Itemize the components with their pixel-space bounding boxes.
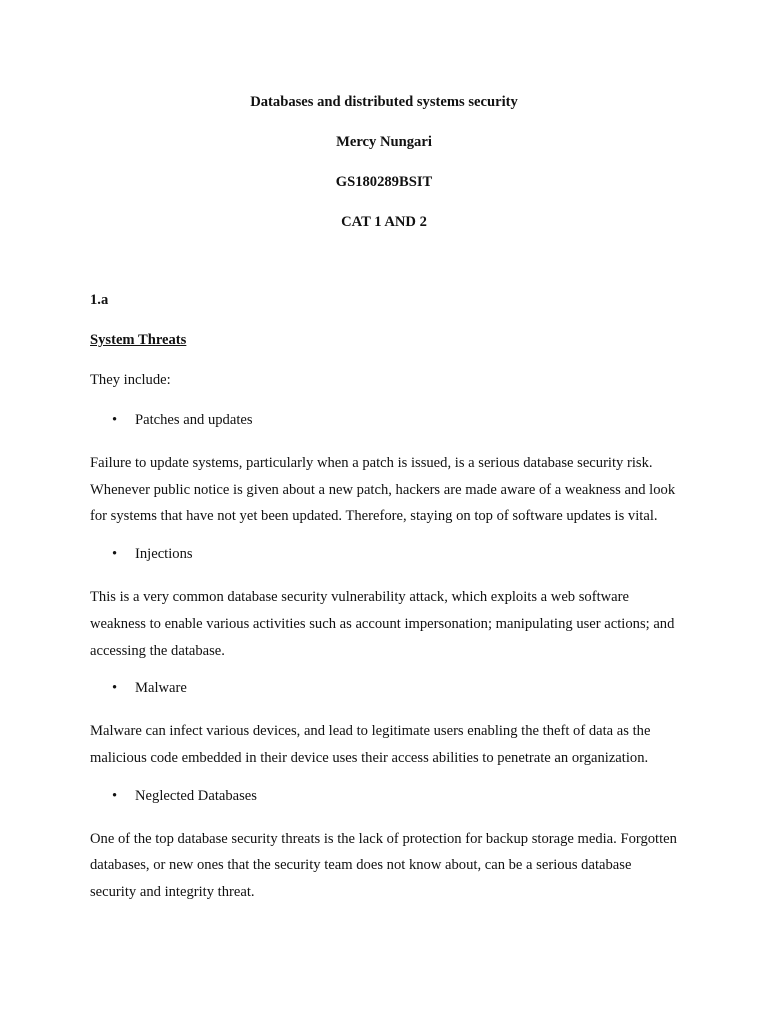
bullet-item-malware [90, 678, 680, 698]
title-block [0, 92, 768, 252]
document-body [90, 290, 680, 920]
bullet-icon: • [112, 546, 118, 563]
intro-text: They include: [90, 372, 171, 388]
bullet-label: Neglected Databases [135, 787, 257, 804]
section-number: 1.a [90, 292, 109, 308]
bullet-icon: • [112, 412, 118, 428]
author-name: Mercy Nungari [336, 134, 432, 150]
document-title: Databases and distributed systems security [250, 94, 518, 110]
bullet-item-patches [90, 410, 680, 430]
assignment-label: CAT 1 AND 2 [341, 214, 427, 230]
paragraph-neglected-databases: One of the top database security threats is the lack of protection for backup storage media. Forgotten databases, or new ones that the security team does not know about, can be a serious database security and integrity threat. [90, 830, 677, 901]
bullet-icon: • [112, 787, 118, 804]
bullet-label: Patches and updates [135, 412, 253, 428]
bullet-label: Injections [135, 546, 193, 563]
bullet-label: Malware [135, 680, 187, 697]
bullet-item-neglected-databases [90, 786, 680, 806]
bullet-item-injections [90, 544, 680, 564]
paragraph-injections: This is a very common database security vulnerability attack, which exploits a web software weakness to enable various activities such as account impersonation; manipulating user actions; and accessing the database. [90, 589, 675, 659]
student-id: GS180289BSIT [335, 174, 433, 190]
bullet-icon: • [112, 680, 118, 697]
paragraph-patches: Failure to update systems, particularly when a patch is issued, is a serious database security risk. Whenever public notice is given about a new patch, hackers are made aware of a weakness and look for systems that have not yet been updated. Therefore, staying on top of software updates is vital. [90, 455, 676, 525]
section-heading: System Threats [90, 332, 187, 348]
paragraph-malware: Malware can infect various devices, and lead to legitimate users enabling the theft of data as the malicious code embedded in their device uses their access abilities to penetrate an organization. [90, 723, 651, 766]
